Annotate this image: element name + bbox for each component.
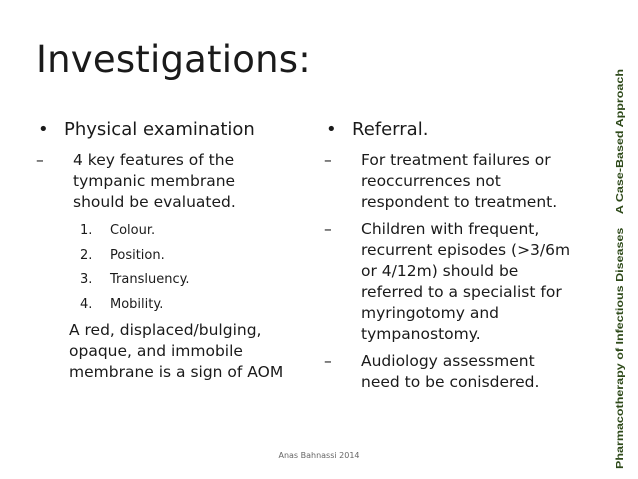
sub-line: Children with frequent, bbox=[361, 220, 540, 238]
aom-note bbox=[36, 320, 306, 383]
sub-line: should be evaluated. bbox=[73, 193, 236, 211]
list-number: 3. bbox=[80, 272, 93, 287]
sub-line: need to be conisdered. bbox=[361, 373, 540, 391]
numbered-list bbox=[36, 219, 306, 317]
list-number: 2. bbox=[80, 247, 93, 263]
note-line: A red, displaced/bulging, bbox=[69, 321, 262, 339]
sub-line: 4 key features of the bbox=[73, 151, 235, 169]
sub-line: reoccurrences not bbox=[361, 172, 501, 190]
dash-icon: – bbox=[324, 220, 332, 238]
list-text: Colour. bbox=[110, 223, 156, 238]
side-banner-svg bbox=[606, 65, 630, 473]
bullet-text: Physical examination bbox=[64, 119, 255, 140]
bullet-icon: • bbox=[326, 119, 337, 140]
sub-line: For treatment failures or bbox=[361, 151, 551, 169]
bullet-text: Referral. bbox=[352, 119, 429, 140]
sub-line: myringotomy and bbox=[361, 304, 500, 322]
sub-bullet-key-features bbox=[36, 150, 306, 213]
list-text: Mobility. bbox=[110, 296, 164, 312]
list-item bbox=[80, 268, 306, 293]
sub-line: or 4/12m) should be bbox=[361, 262, 519, 280]
sub-bullet-children-referral bbox=[324, 219, 614, 345]
list-number: 1. bbox=[80, 223, 93, 238]
sub-line: respondent to treatment. bbox=[361, 193, 558, 211]
dash-icon: – bbox=[324, 352, 332, 370]
sub-line: Audiology assessment bbox=[361, 352, 535, 370]
side-banner-text: Pharmacotherapy of Infectious Diseases A Case-Based Approach bbox=[614, 133, 626, 469]
list-number: 4. bbox=[80, 296, 93, 312]
bullet-physical-examination bbox=[36, 118, 306, 142]
list-text: Position. bbox=[110, 247, 165, 263]
footer-credit: Anas Bahnassi 2014 bbox=[278, 451, 360, 460]
note-line: opaque, and immobile bbox=[69, 342, 243, 360]
list-text: Transluency. bbox=[110, 272, 190, 287]
sub-bullet-audiology bbox=[324, 351, 614, 393]
note-line: membrane is a sign of AOM bbox=[69, 363, 284, 381]
left-column bbox=[36, 118, 306, 383]
list-item bbox=[80, 244, 306, 269]
sub-line: tympanic membrane bbox=[73, 172, 236, 190]
bullet-icon: • bbox=[38, 119, 49, 140]
right-column bbox=[324, 118, 614, 393]
sub-line: recurrent episodes (>3/6m bbox=[361, 241, 571, 259]
list-item bbox=[80, 219, 306, 244]
bullet-referral bbox=[324, 118, 614, 142]
slide-title: Investigations: bbox=[36, 38, 311, 81]
side-banner bbox=[606, 65, 630, 473]
sub-line: referred to a specialist for bbox=[361, 283, 562, 301]
sub-bullet-treatment-failures bbox=[324, 150, 614, 213]
dash-icon: – bbox=[36, 151, 44, 169]
dash-icon: – bbox=[324, 151, 332, 169]
list-item bbox=[80, 293, 306, 318]
sub-line: tympanostomy. bbox=[361, 325, 481, 343]
